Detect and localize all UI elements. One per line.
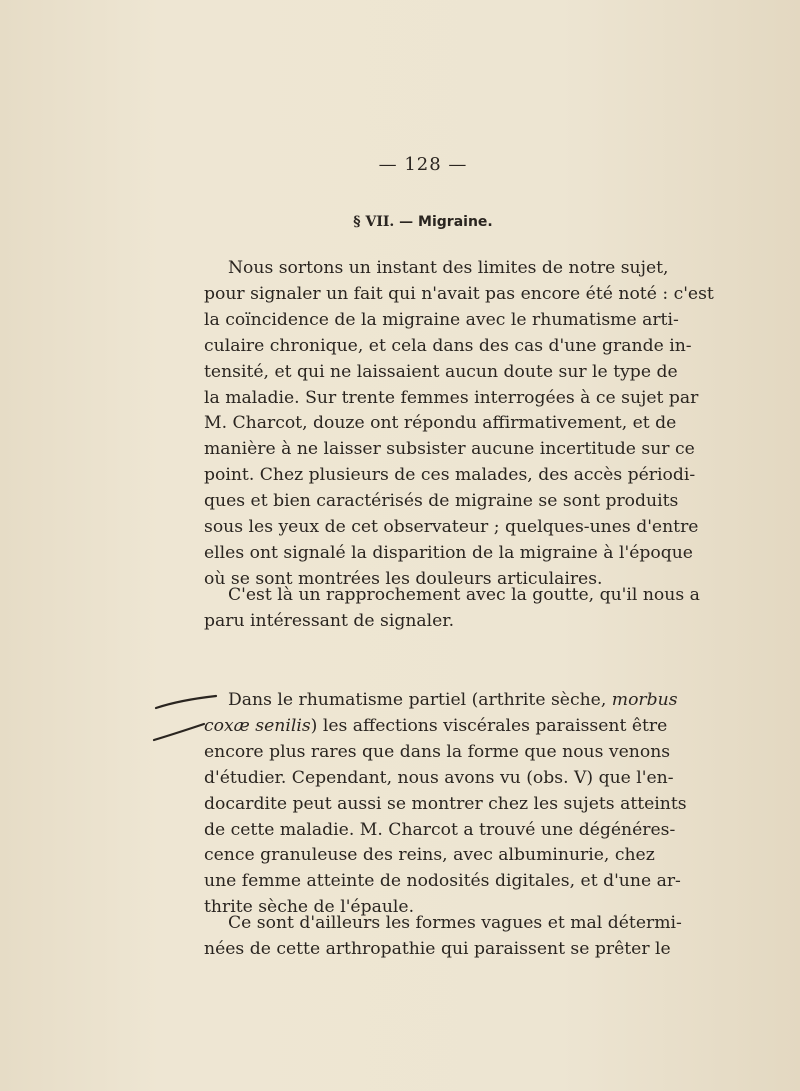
text-line: sous les yeux de cet observateur ; quelques-unes d'entre bbox=[204, 517, 699, 538]
text-line: paru intéressant de signaler. bbox=[204, 610, 455, 631]
text-line: docardite peut aussi se montrer chez les sujets atteints bbox=[204, 793, 687, 814]
italic-term: coxæ senilis bbox=[204, 715, 311, 736]
text-run: Dans le rhumatisme partiel (arthrite sèche, bbox=[228, 690, 612, 710]
text-run: ) les affections viscérales paraissent être bbox=[310, 715, 668, 736]
section-heading bbox=[204, 214, 642, 230]
text-line: Ce sont d'ailleurs les formes vagues et mal détermi- bbox=[228, 913, 682, 933]
section-number: § VII. bbox=[353, 214, 395, 230]
text-line: Nous sortons un instant des limites de notre sujet, bbox=[228, 258, 669, 278]
italic-term: morbus bbox=[611, 690, 678, 710]
page-number: — 128 — bbox=[378, 154, 468, 175]
text-line: une femme atteinte de nodosités digitales, et d'une ar- bbox=[204, 871, 681, 892]
text-line: thrite sèche de l'épaule. bbox=[204, 897, 415, 918]
text-line: cence granuleuse des reins, avec albuminurie, chez bbox=[204, 845, 655, 866]
text-line: nées de cette arthropathie qui paraissent se prêter le bbox=[204, 938, 671, 959]
paragraph-2 bbox=[204, 583, 700, 635]
text-line: manière à ne laisser subsister aucune incertitude sur ce bbox=[204, 439, 695, 460]
text-line: la coïncidence de la migraine avec le rhumatisme arti- bbox=[204, 309, 679, 330]
text-line: tensité, et qui ne laissaient aucun doute sur le type de bbox=[204, 361, 678, 382]
text-line: M. Charcot, douze ont répondu affirmativement, et de bbox=[204, 413, 677, 434]
text-line bbox=[204, 688, 678, 714]
text-line: C'est là un rapprochement avec la goutte, qu'il nous a bbox=[228, 585, 700, 605]
section-title: Migraine. bbox=[418, 214, 493, 230]
paragraph-3 bbox=[204, 688, 687, 921]
text-line: elles ont signalé la disparition de la migraine à l'époque bbox=[204, 542, 693, 563]
text-line: de cette maladie. M. Charcot a trouvé une dégénéres- bbox=[204, 819, 676, 840]
text-line bbox=[204, 714, 668, 740]
text-line: point. Chez plusieurs de ces malades, des accès périodi- bbox=[204, 465, 696, 486]
text-line: ques et bien caractérisés de migraine se sont produits bbox=[204, 491, 679, 512]
text-line: pour signaler un fait qui n'avait pas encore été noté : c'est bbox=[204, 283, 714, 304]
paragraph-4 bbox=[204, 911, 682, 963]
text-line: culaire chronique, et cela dans des cas d'une grande in- bbox=[204, 335, 692, 356]
text-line: la maladie. Sur trente femmes interrogées à ce sujet par bbox=[204, 387, 699, 408]
section-separator: — bbox=[399, 214, 414, 230]
text-line: encore plus rares que dans la forme que nous venons bbox=[204, 741, 671, 762]
text-line: où se sont montrées les douleurs articulaires. bbox=[204, 568, 603, 589]
text-line: d'étudier. Cependant, nous avons vu (obs. V) que l'en- bbox=[204, 767, 674, 788]
annotation-stroke-2 bbox=[154, 724, 204, 740]
paragraph-1 bbox=[204, 256, 714, 593]
